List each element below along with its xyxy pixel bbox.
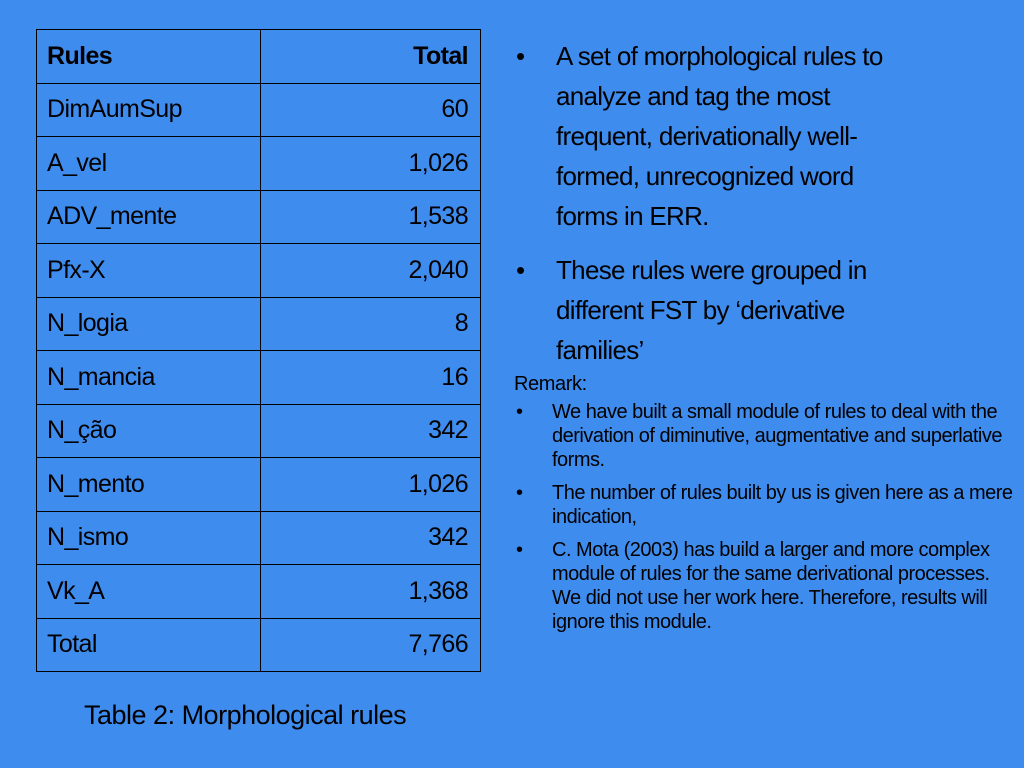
rule-total-cell: 342: [261, 511, 481, 565]
rule-name-cell: Vk_A: [37, 565, 261, 619]
table-row: [37, 404, 481, 458]
bullet-icon: •: [516, 255, 525, 285]
remark-text: We have built a small module of rules to deal with the derivation of diminutive, augmentative and superlative forms.: [552, 401, 1002, 471]
text-panel: [512, 36, 1012, 643]
remark-text: C. Mota (2003) has build a larger and more complex module of rules for the same derivational processes. We did not use her work here. Therefore, results will ignore this module.: [552, 539, 990, 633]
table-row: [37, 244, 481, 298]
rule-name-cell: Pfx-X: [37, 244, 261, 298]
remark-list: [512, 400, 1012, 634]
table-row: [37, 137, 481, 191]
rule-name-cell: A_vel: [37, 137, 261, 191]
rule-name-cell: N_logia: [37, 297, 261, 351]
table-total-row: [37, 618, 481, 672]
rule-total-cell: 342: [261, 404, 481, 458]
rule-total-cell: 1,026: [261, 137, 481, 191]
table-row: [37, 511, 481, 565]
list-item: [512, 400, 1014, 472]
rule-total-cell: 8: [261, 297, 481, 351]
main-bullet-list: [512, 36, 1012, 370]
rule-name-cell: N_ção: [37, 404, 261, 458]
list-item: [512, 250, 916, 370]
table-row: [37, 565, 481, 619]
table-row: [37, 190, 481, 244]
rules-table-container: [36, 29, 481, 672]
table-row: [37, 458, 481, 512]
rule-total-cell: 1,026: [261, 458, 481, 512]
bullet-icon: •: [516, 539, 523, 561]
rule-name-cell: N_ismo: [37, 511, 261, 565]
table-row: [37, 297, 481, 351]
table-header-row: [37, 30, 481, 84]
list-item: [512, 481, 1014, 529]
column-header-rules: Rules: [37, 30, 261, 84]
list-item: [512, 538, 1014, 634]
table-row: [37, 351, 481, 405]
rule-name-cell: N_mento: [37, 458, 261, 512]
rule-name-cell: ADV_mente: [37, 190, 261, 244]
bullet-icon: •: [516, 482, 523, 504]
bullet-icon: •: [516, 401, 523, 423]
rule-total-cell: 1,368: [261, 565, 481, 619]
column-header-total: Total: [261, 30, 481, 84]
table-caption: Table 2: Morphological rules: [84, 700, 407, 730]
bullet-icon: •: [516, 41, 525, 71]
remark-heading: Remark:: [514, 373, 587, 395]
rule-total-cell: 16: [261, 351, 481, 405]
table-row: [37, 83, 481, 137]
rule-total-cell: 1,538: [261, 190, 481, 244]
total-label-cell: Total: [37, 618, 261, 672]
rule-total-cell: 60: [261, 83, 481, 137]
bullet-text: A set of morphological rules to analyze and tag the most frequent, derivationally well-formed, unrecognized word forms in ERR.: [556, 41, 883, 231]
total-value-cell: 7,766: [261, 618, 481, 672]
bullet-text: These rules were grouped in different FST by ‘derivative families’: [556, 255, 867, 365]
rules-table: [36, 29, 481, 672]
rule-name-cell: N_mancia: [37, 351, 261, 405]
rule-total-cell: 2,040: [261, 244, 481, 298]
rule-name-cell: DimAumSup: [37, 83, 261, 137]
list-item: [512, 36, 916, 236]
remark-text: The number of rules built by us is given here as a mere indication,: [552, 482, 1013, 528]
